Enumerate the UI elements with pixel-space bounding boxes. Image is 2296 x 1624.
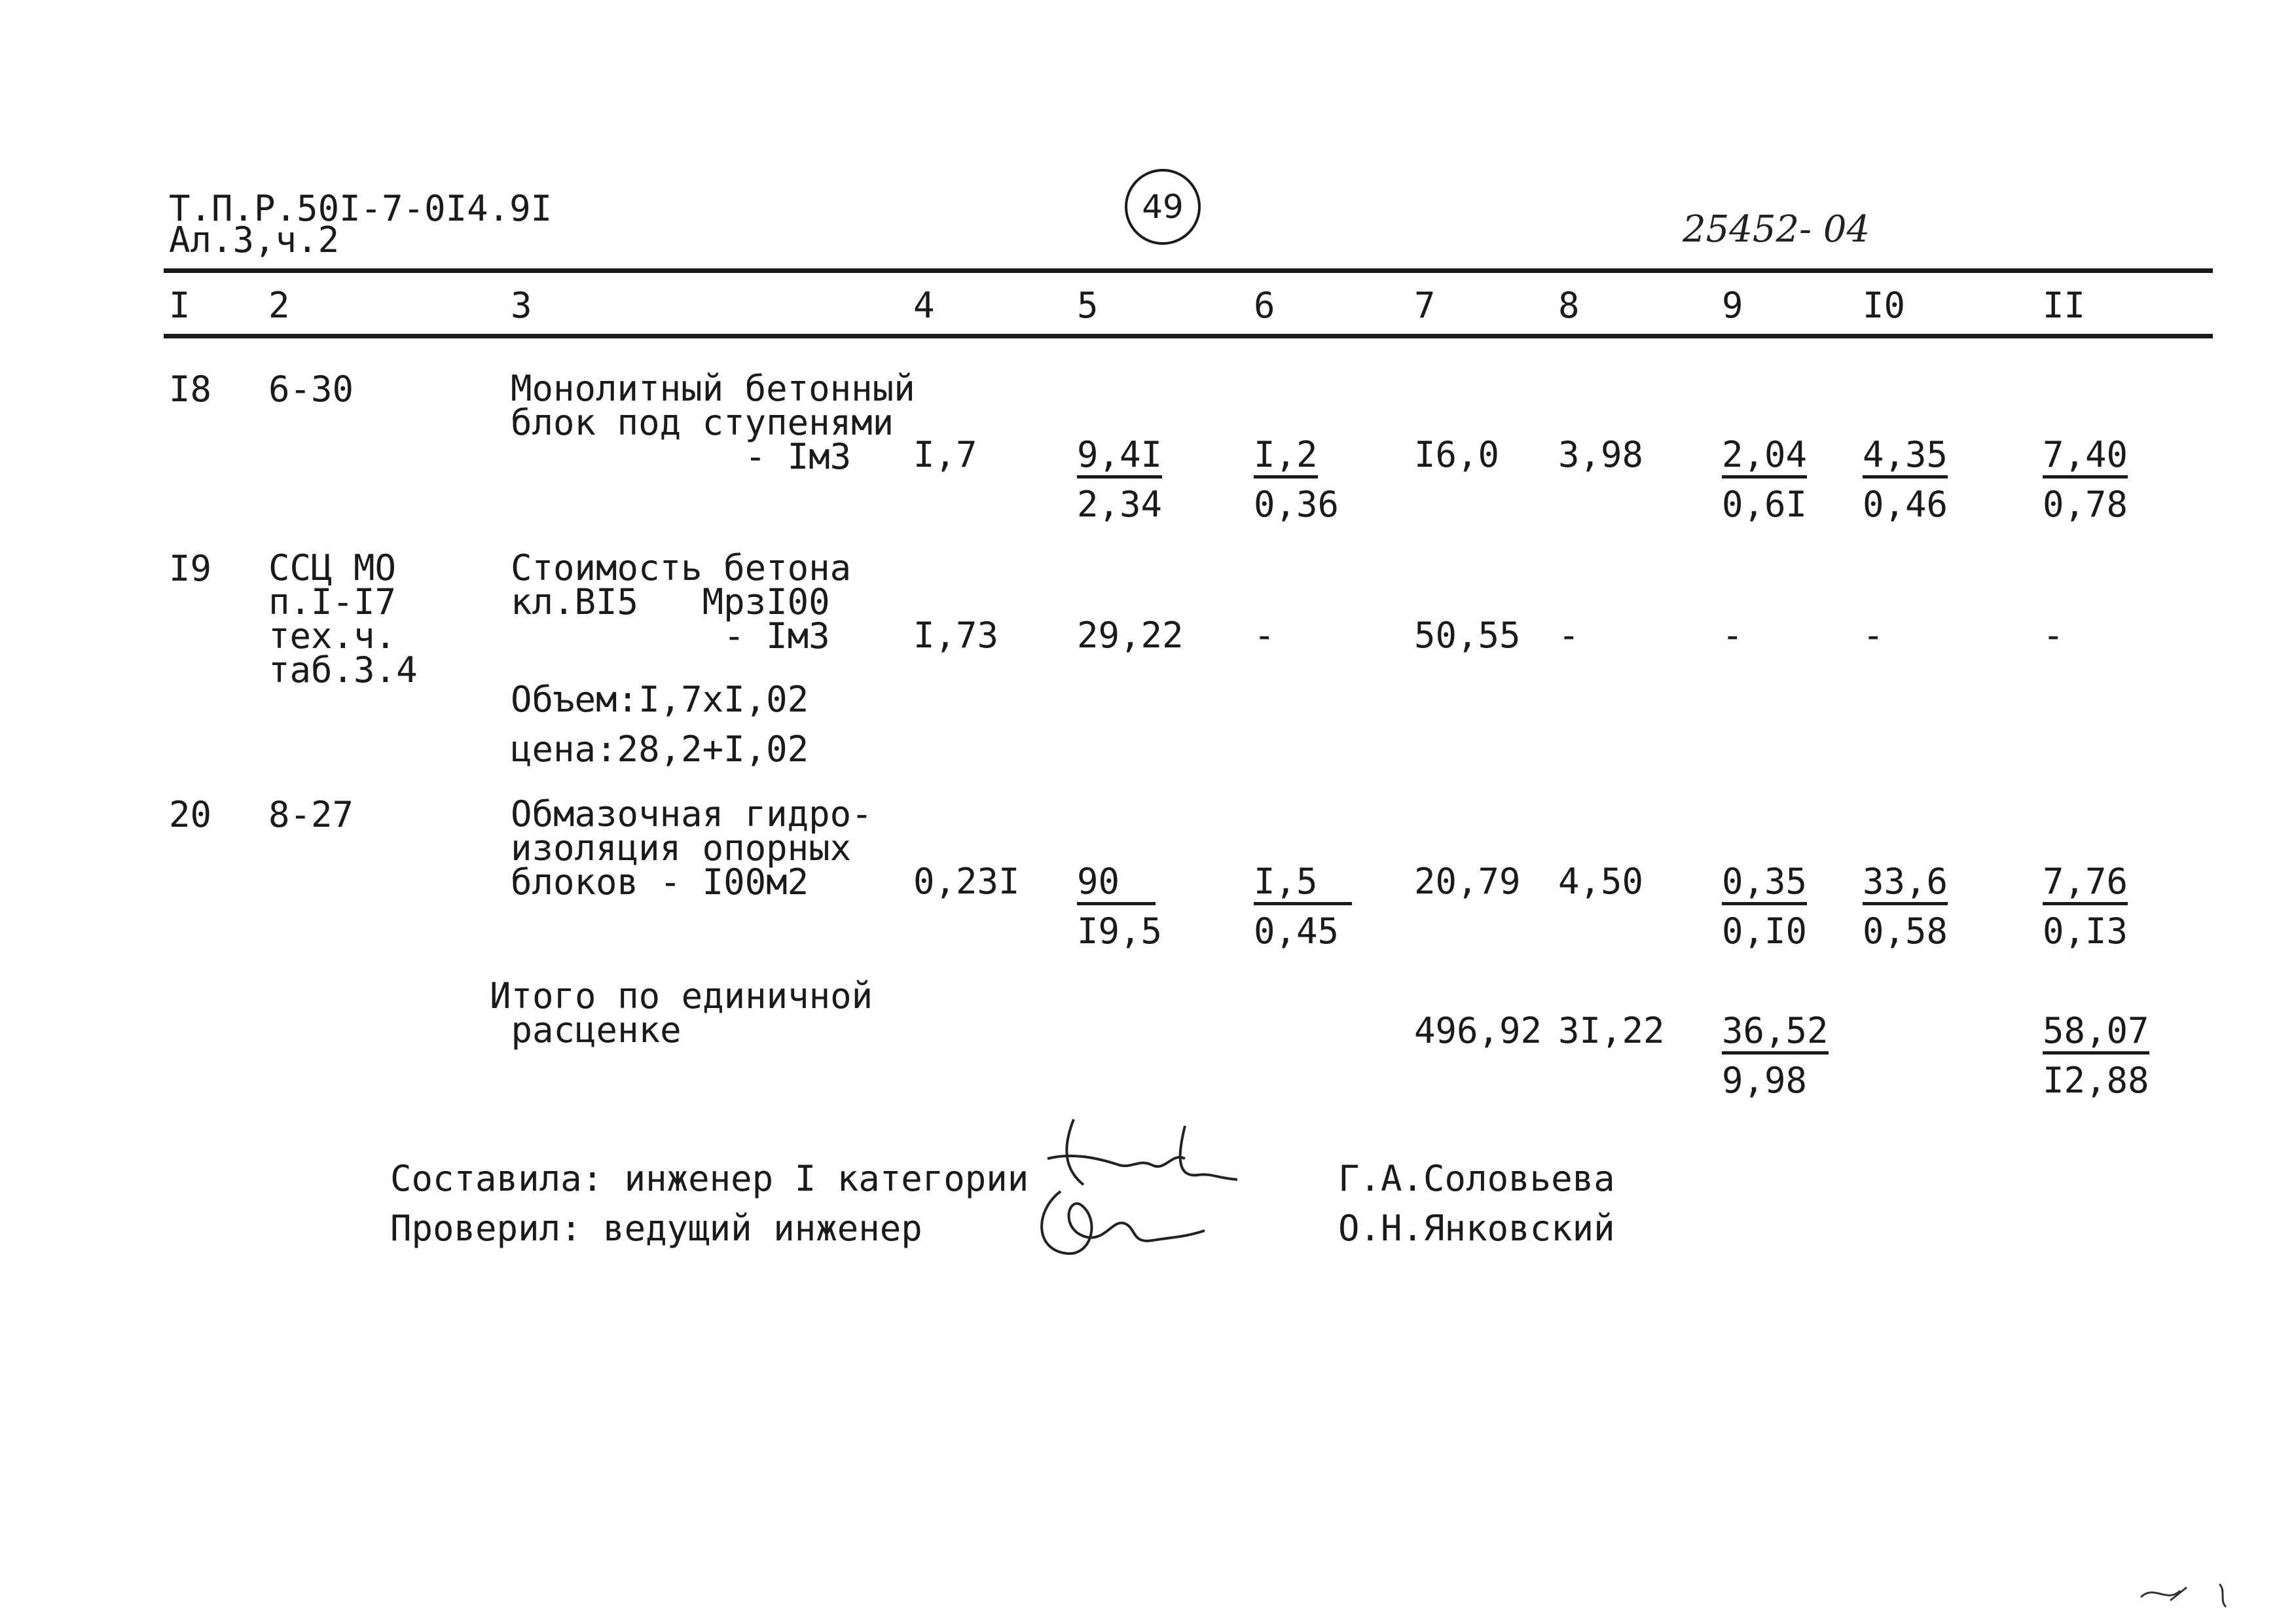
signature-compiled — [1048, 1119, 1237, 1185]
page-number-stamp — [1125, 169, 1201, 245]
row-19-code: ССЦ МО п.I-I7 тех.ч. таб.3.4 — [268, 547, 418, 691]
row-19-qty: I,73 — [913, 615, 999, 656]
row-18-c6-bot: 0,36 — [1254, 484, 1339, 525]
row-18-c5-bot: 2,34 — [1077, 484, 1163, 525]
row-18-code: 6-30 — [268, 369, 354, 410]
row-20-c5-bot: I9,5 — [1077, 911, 1163, 952]
row-19-desc: Стоимость бетона кл.ВI5 МрзI00 - Iм3 — [511, 547, 852, 657]
compiled-name: Г.А.Соловьева — [1338, 1158, 1615, 1199]
signature-checked — [1042, 1191, 1205, 1254]
row-20-c9-top: 0,35 — [1722, 864, 1807, 905]
checked-name: О.Н.Янковский — [1338, 1208, 1615, 1249]
col-header-2: 2 — [268, 285, 290, 326]
row-19-c6: - — [1254, 615, 1275, 656]
col-header-7: 7 — [1414, 285, 1436, 326]
row-18-c10-bot: 0,46 — [1863, 484, 1948, 525]
handwritten-signatures — [1021, 1113, 1264, 1270]
total-c9-bot: 9,98 — [1722, 1060, 1808, 1101]
row-20-desc: Обмазочная гидро- изоляция опорных блоков - I00м2 — [511, 793, 873, 903]
total-c9-top: 36,52 — [1722, 1013, 1829, 1055]
row-18-c9-bot: 0,6I — [1722, 484, 1808, 525]
row-18-c5-top: 9,4I — [1077, 437, 1162, 478]
row-19-num: I9 — [169, 548, 212, 589]
row-18-c10-top: 4,35 — [1863, 437, 1948, 478]
row-19-c9: - — [1722, 615, 1743, 656]
row-19-c5: 29,22 — [1077, 615, 1184, 656]
row-20-num: 20 — [169, 794, 212, 835]
col-header-11: II — [2043, 285, 2086, 326]
top-rule — [164, 268, 2213, 273]
corner-mark-bottom-right — [2134, 1578, 2239, 1610]
row-20-c9-bot: 0,I0 — [1722, 911, 1808, 952]
col-header-9: 9 — [1722, 285, 1743, 326]
row-18-num: I8 — [169, 369, 212, 410]
row-20-c11-bot: 0,I3 — [2043, 911, 2128, 952]
row-18-c6-top: I,2 — [1254, 437, 1318, 478]
row-19-volume: Объем:I,7хI,02 — [511, 679, 809, 720]
row-20-c6-top: I,5 — [1254, 864, 1352, 905]
col-header-5: 5 — [1077, 285, 1099, 326]
row-19-c10: - — [1863, 615, 1884, 656]
compiled-label: Составила: инженер I категории — [390, 1158, 1029, 1199]
row-20-c10-top: 33,6 — [1863, 864, 1948, 905]
checked-label: Проверил: ведущий инженер — [390, 1208, 922, 1249]
row-20-c11-top: 7,76 — [2043, 864, 2128, 905]
total-c8: 3I,22 — [1558, 1010, 1665, 1051]
row-18-c9-top: 2,04 — [1722, 437, 1807, 478]
row-18-c11-top: 7,40 — [2043, 437, 2128, 478]
row-18-c7: I6,0 — [1414, 434, 1500, 475]
row-20-c6-bot: 0,45 — [1254, 911, 1339, 952]
page-number: 49 — [1142, 188, 1184, 226]
col-header-1: I — [169, 285, 191, 326]
row-19-c7: 50,55 — [1414, 615, 1521, 656]
row-18-c11-bot: 0,78 — [2043, 484, 2128, 525]
header-bottom-rule — [164, 334, 2213, 338]
col-header-8: 8 — [1558, 285, 1580, 326]
total-c7: 496,92 — [1414, 1010, 1542, 1051]
total-c11-bot: I2,88 — [2043, 1060, 2149, 1101]
row-19-c11: - — [2043, 615, 2064, 656]
row-18-qty: I,7 — [913, 434, 977, 475]
row-18-desc: Монолитный бетонный блок под ступенями - Iм3 — [511, 368, 915, 477]
row-20-qty: 0,23I — [913, 861, 1020, 902]
row-18-c8: 3,98 — [1558, 434, 1644, 475]
album-ref: Ал.3,ч.2 — [169, 219, 340, 261]
row-20-c8: 4,50 — [1558, 861, 1644, 902]
row-20-c5-top: 90 — [1077, 864, 1156, 905]
col-header-6: 6 — [1254, 285, 1275, 326]
row-20-c7: 20,79 — [1414, 861, 1521, 902]
row-19-price: цена:28,2+I,02 — [511, 729, 809, 770]
row-20-c10-bot: 0,58 — [1863, 911, 1948, 952]
col-header-10: I0 — [1863, 285, 1906, 326]
col-header-3: 3 — [511, 285, 532, 326]
row-19-c8: - — [1558, 615, 1580, 656]
total-c11-top: 58,07 — [2043, 1013, 2149, 1055]
inventory-number: 25452- 04 — [1683, 208, 1870, 251]
doc-code: Т.П.Р.50I-7-0I4.9I — [169, 188, 553, 229]
total-label: Итого по единичной расценке — [490, 975, 873, 1051]
row-20-code: 8-27 — [268, 794, 354, 835]
col-header-4: 4 — [913, 285, 935, 326]
